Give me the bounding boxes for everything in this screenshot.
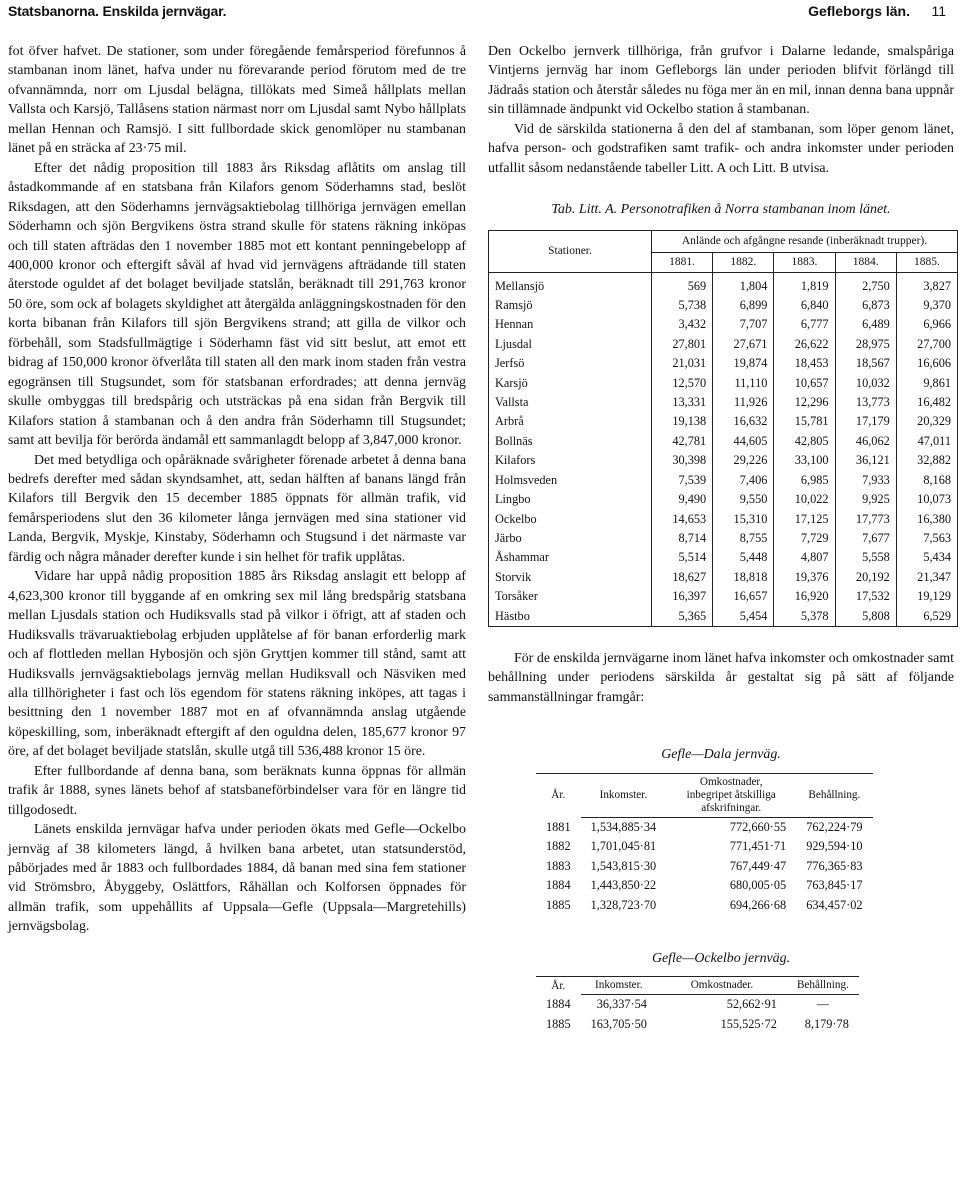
paragraph: För de enskilda jernvägarne inom länet hafva inkomster och omkostnader samt behållning under periodens särskilda år gestaltat sig på sätt af följande sammanställningar framgår: bbox=[488, 650, 954, 705]
table-cell: 9,550 bbox=[713, 490, 774, 509]
table-cell: 9,490 bbox=[652, 490, 713, 509]
table-cell: 6,777 bbox=[774, 315, 835, 334]
table-cell: 771,451·71 bbox=[729, 839, 787, 854]
table-cell: 5,454 bbox=[713, 607, 774, 627]
table-cell: 6,840 bbox=[774, 296, 835, 315]
table-cell: — bbox=[816, 997, 830, 1012]
table-cell: 1884 bbox=[546, 997, 571, 1012]
table-cell: 36,121 bbox=[835, 451, 896, 470]
left-column bbox=[8, 42, 466, 937]
station-name: Arbrå bbox=[489, 412, 652, 431]
col-header: Inkomster. bbox=[581, 977, 657, 995]
station-name: Jerfsö bbox=[489, 354, 652, 373]
paragraph: Den Ockelbo jernverk tillhöriga, från grufvor i Dalarne ledande, smalspåriga Vintjerns jernväg har inom Gefleborgs län under perioden blifvit förlängd till Jädraås station och återstår således nu föga mer än en mil, innan denna bana uppnår sin tillämnade ändpunkt vid Ockelbo station å stambanan. bbox=[488, 44, 954, 118]
table-row bbox=[489, 490, 958, 509]
table-cell: 19,138 bbox=[652, 412, 713, 431]
table-cell: 5,378 bbox=[774, 607, 835, 627]
table-cell: 21,031 bbox=[652, 354, 713, 373]
station-name: Ljusdal bbox=[489, 335, 652, 354]
table-row bbox=[489, 432, 958, 451]
table-cell: 44,605 bbox=[713, 432, 774, 451]
table-cell: 9,925 bbox=[835, 490, 896, 509]
station-name: Holmsveden bbox=[489, 471, 652, 490]
year-header: 1883. bbox=[774, 252, 835, 272]
table-cell: 5,434 bbox=[896, 548, 957, 567]
station-name: Järbo bbox=[489, 529, 652, 548]
table-cell: 4,807 bbox=[774, 548, 835, 567]
station-name: Åshammar bbox=[489, 548, 652, 567]
station-name: Torsåker bbox=[489, 587, 652, 606]
col-header: År. bbox=[536, 977, 581, 995]
table-cell: 569 bbox=[652, 272, 713, 296]
table-cell: 10,032 bbox=[835, 374, 896, 393]
year-header: 1882. bbox=[713, 252, 774, 272]
table-cell: 1885 bbox=[546, 897, 571, 912]
table-cell: 155,525·72 bbox=[720, 1016, 777, 1031]
station-name: Kilafors bbox=[489, 451, 652, 470]
station-name: Mellansjö bbox=[489, 272, 652, 296]
table-cell: 27,801 bbox=[652, 335, 713, 354]
page-number: 11 bbox=[931, 3, 946, 19]
table-cell: 3,432 bbox=[652, 315, 713, 334]
table-cell: 32,882 bbox=[896, 451, 957, 470]
table-cell: 17,179 bbox=[835, 412, 896, 431]
paragraph: Efter det nådig proposition till 1883 års Riksdag aflåtits om anslag till åstadkommande af en statsbana från Kilafors genom Söderhamns stad, beslöt Riksdagen, att den Söderhamns jernvägsaktiebolag tillhöriga jernvägen emellan Söderhamn och sjön Bergvikens östra strand skulle för statens räkning inköpas och till staten afträdas den 1 november 1885 mot ett kontant penningebelopp af 400,000 kronor och eftergift såväl af hvad vid jernvägens afträdande till staten återstode oguldet af det bolaget beviljade statslån, beräknadt till 291,763 kronor 50 öre, som ock af bolagets skyldighet att återgälda anläggningskostnaden för den korta bibanan från Kilafors till sjön Bergvikens strand; att gilla de vilkor och förbehåll, som Stadsfullmägtige i Söderhamn fäst vid sitt beslut, att emot ett bidrag af 150,000 kronor öfverlåta till staten all den mark inom staden från vestra egogränsen till Stugsundet, som för statsbanan erfordrades; att denna jernväg skulle ombyggas till bredspårig och utsträckas på ena sidan från Bergvik till Kilafors station å stambanan och å den andra från Söderhamn till Stugsundet; samt att bevilja för berörda ändamål ett sammanlagdt belopp af 3,847,000 kronor. bbox=[8, 160, 466, 449]
table-cell: 16,920 bbox=[774, 587, 835, 606]
table-row bbox=[536, 837, 873, 856]
station-name: Hästbo bbox=[489, 607, 652, 627]
table-row bbox=[489, 607, 958, 627]
col-header: Behållning. bbox=[796, 773, 872, 817]
table-a-title: Tab. Litt. A. Personotrafiken å Norra stambanan inom länet. bbox=[551, 202, 891, 218]
gefle-dala-table bbox=[536, 773, 873, 915]
table-cell: 16,606 bbox=[896, 354, 957, 373]
table-cell: 7,729 bbox=[774, 529, 835, 548]
table-cell: 8,755 bbox=[713, 529, 774, 548]
table-cell: 52,662·91 bbox=[726, 997, 777, 1012]
table-cell: 776,365·83 bbox=[806, 858, 863, 873]
table-row bbox=[489, 296, 958, 315]
table-cell: 19,376 bbox=[774, 568, 835, 587]
right-column bbox=[488, 42, 954, 1034]
table-row bbox=[489, 393, 958, 412]
col-header: Inkomster. bbox=[581, 773, 667, 817]
paragraph: Vidare har uppå nådig proposition 1885 års Riksdag anslagit ett belopp af 4,623,300 kronor till byggande af en omkring sex mil lång bredspårig statsbana mellan Ljusdals station och Hudiksvalls stad på vilkor i öfrigt, att af staden och Hudiksvalls trävaruaktiebolag erbjuden upplåtelse af för banan erforderlig mark och af flottleden mellan Hybosjön och sjön Gryttjen kommer till stånd, samt att Hudiksvalls jernvägsaktiebolags jernväg mellan Hudiksvall och Näsviken med alla tillhörigheter i fast och lös egendom för statens räkning inköpes, att tagas i besittning den 1 november 1887 mot en af ofvannämnda anslag utgående köpeskilling, som, inberäknadt eftergift af den oguldna delen, 185,677 kronor 97 öre, af det bolaget beviljade statslån, skulle utgå till 536,488 kronor 15 öre. bbox=[8, 569, 466, 760]
table-row bbox=[489, 272, 958, 296]
table-cell: 14,653 bbox=[652, 510, 713, 529]
table-row bbox=[536, 876, 873, 895]
table-cell: 42,805 bbox=[774, 432, 835, 451]
table-cell: 7,933 bbox=[835, 471, 896, 490]
table-row bbox=[536, 857, 873, 876]
table-cell: 5,558 bbox=[835, 548, 896, 567]
table-cell: 8,179·78 bbox=[804, 1016, 849, 1031]
gefle-ockelbo-title: Gefle—Ockelbo jernväg. bbox=[651, 951, 791, 967]
table-cell: 5,514 bbox=[652, 548, 713, 567]
table-cell: 10,657 bbox=[774, 374, 835, 393]
col-header-station: Stationer. bbox=[489, 230, 652, 272]
table-cell: 1885 bbox=[546, 1016, 571, 1031]
table-row bbox=[536, 1015, 859, 1034]
table-cell: 5,365 bbox=[652, 607, 713, 627]
table-cell: 6,966 bbox=[896, 315, 957, 334]
table-row bbox=[489, 510, 958, 529]
table-cell: 762,224·79 bbox=[806, 819, 863, 834]
table-row bbox=[489, 315, 958, 334]
table-cell: 19,129 bbox=[896, 587, 957, 606]
table-cell: 11,110 bbox=[713, 374, 774, 393]
station-name: Ramsjö bbox=[489, 296, 652, 315]
table-cell: 1884 bbox=[546, 878, 571, 893]
table-cell: 42,781 bbox=[652, 432, 713, 451]
col-header-group: Anlände och afgångne resande (inberäknadt trupper). bbox=[652, 230, 958, 252]
table-row bbox=[489, 548, 958, 567]
table-cell: 6,873 bbox=[835, 296, 896, 315]
table-cell: 7,563 bbox=[896, 529, 957, 548]
table-row bbox=[489, 451, 958, 470]
table-cell: 1,804 bbox=[713, 272, 774, 296]
table-cell: 163,705·50 bbox=[590, 1016, 647, 1031]
station-name: Hennan bbox=[489, 315, 652, 334]
table-cell: 30,398 bbox=[652, 451, 713, 470]
table-cell: 16,657 bbox=[713, 587, 774, 606]
table-row bbox=[489, 587, 958, 606]
year-header: 1884. bbox=[835, 252, 896, 272]
table-cell: 1,534,885·34 bbox=[590, 819, 657, 834]
table-cell: 27,700 bbox=[896, 335, 957, 354]
table-cell: 1,543,815·30 bbox=[590, 858, 657, 873]
table-cell: 11,926 bbox=[713, 393, 774, 412]
table-row bbox=[536, 817, 873, 837]
gefle-dala-title: Gefle—Dala jernväg. bbox=[661, 747, 781, 763]
table-cell: 13,331 bbox=[652, 393, 713, 412]
col-header: År. bbox=[536, 773, 581, 817]
table-cell: 47,011 bbox=[896, 432, 957, 451]
table-row bbox=[489, 412, 958, 431]
paragraph: Efter fullbordande af denna bana, som beräknats kunna öppnas för allmän trafik år 1888, synes länets behof af statsbaneförbindelser vara för en längre tid tillgodosedt. bbox=[8, 763, 466, 818]
station-name: Storvik bbox=[489, 568, 652, 587]
table-row bbox=[489, 374, 958, 393]
table-cell: 9,861 bbox=[896, 374, 957, 393]
table-row bbox=[536, 896, 873, 915]
table-cell: 17,532 bbox=[835, 587, 896, 606]
table-cell: 5,808 bbox=[835, 607, 896, 627]
table-cell: 20,192 bbox=[835, 568, 896, 587]
table-cell: 2,750 bbox=[835, 272, 896, 296]
page-header bbox=[0, 0, 960, 22]
table-cell: 28,975 bbox=[835, 335, 896, 354]
table-cell: 1,819 bbox=[774, 272, 835, 296]
paragraph: Länets enskilda jernvägar hafva under perioden ökats med Gefle—Ockelbo jernväg af 38 kilometers längd, å hvilken bana arbetet, utan statsunderstöd, påbörjades med år 1883 och fullbordades 1884, då banan med sina fem stationer vid Strömsbro, Åbyggeby, Oslättfors, Råhällan och Kolforsen öppnades för allmän trafik, som uppehållits af Uppsala—Gefle (Uppsala—Margretehills) jernvägsbolag. bbox=[8, 822, 466, 935]
table-cell: 12,570 bbox=[652, 374, 713, 393]
table-cell: 36,337·54 bbox=[596, 997, 647, 1012]
table-cell: 8,168 bbox=[896, 471, 957, 490]
table-cell: 18,627 bbox=[652, 568, 713, 587]
table-cell: 767,449·47 bbox=[729, 858, 787, 873]
station-name: Karsjö bbox=[489, 374, 652, 393]
table-cell: 1,443,850·22 bbox=[590, 878, 657, 893]
table-cell: 1,328,723·70 bbox=[590, 897, 657, 912]
table-cell: 26,622 bbox=[774, 335, 835, 354]
table-cell: 19,874 bbox=[713, 354, 774, 373]
table-row bbox=[489, 529, 958, 548]
table-cell: 33,100 bbox=[774, 451, 835, 470]
table-cell: 20,329 bbox=[896, 412, 957, 431]
paragraph: Det med betydliga och opåräknade svårigheter förenade arbetet å denna bana bedrefs derefter med sådan skyndsamhet, att, sedan hälften af banans längd från Kilafors till Bergvik den 15 december 1885 öppnats för allmän trafik, vid femårsperiodens slut den 36 kilometer långa jernvägen med sina stationer vid Landa, Bergvik, Myskje, Kinstaby, Söderhamn och Stugsund i det närmaste var färdig och några månader derefter kunde i sin helhet för trafik upplåtas. bbox=[8, 452, 466, 565]
table-cell: 1883 bbox=[546, 858, 571, 873]
table-cell: 10,073 bbox=[896, 490, 957, 509]
table-cell: 18,453 bbox=[774, 354, 835, 373]
table-cell: 6,899 bbox=[713, 296, 774, 315]
year-header: 1881. bbox=[652, 252, 713, 272]
table-cell: 16,380 bbox=[896, 510, 957, 529]
station-name: Bollnäs bbox=[489, 432, 652, 451]
table-cell: 21,347 bbox=[896, 568, 957, 587]
table-cell: 8,714 bbox=[652, 529, 713, 548]
table-cell: 3,827 bbox=[896, 272, 957, 296]
station-name: Lingbo bbox=[489, 490, 652, 509]
table-cell: 15,310 bbox=[713, 510, 774, 529]
table-row bbox=[489, 471, 958, 490]
table-cell: 29,226 bbox=[713, 451, 774, 470]
table-cell: 7,539 bbox=[652, 471, 713, 490]
table-cell: 694,266·68 bbox=[729, 897, 787, 912]
table-cell: 1,701,045·81 bbox=[590, 839, 657, 854]
col-header: Omkostnader, inbegripet åtskilliga afskrifningar. bbox=[666, 773, 796, 817]
table-row bbox=[489, 354, 958, 373]
table-cell: 16,632 bbox=[713, 412, 774, 431]
table-cell: 13,773 bbox=[835, 393, 896, 412]
table-cell: 929,594·10 bbox=[806, 839, 863, 854]
table-cell: 680,005·05 bbox=[729, 878, 787, 893]
year-header: 1885. bbox=[896, 252, 957, 272]
table-a bbox=[488, 230, 958, 627]
table-row bbox=[489, 335, 958, 354]
station-name: Vallsta bbox=[489, 393, 652, 412]
table-cell: 6,985 bbox=[774, 471, 835, 490]
table-cell: 7,677 bbox=[835, 529, 896, 548]
table-cell: 772,660·55 bbox=[729, 819, 787, 834]
header-right: Gefleborgs län. bbox=[808, 3, 910, 19]
table-cell: 7,406 bbox=[713, 471, 774, 490]
table-cell: 16,397 bbox=[652, 587, 713, 606]
table-cell: 1882 bbox=[546, 839, 571, 854]
table-cell: 6,489 bbox=[835, 315, 896, 334]
table-cell: 27,671 bbox=[713, 335, 774, 354]
table-cell: 15,781 bbox=[774, 412, 835, 431]
table-cell: 17,773 bbox=[835, 510, 896, 529]
table-cell: 12,296 bbox=[774, 393, 835, 412]
table-cell: 46,062 bbox=[835, 432, 896, 451]
table-cell: 10,022 bbox=[774, 490, 835, 509]
table-cell: 6,529 bbox=[896, 607, 957, 627]
col-header: Omkostnader. bbox=[657, 977, 787, 995]
header-left: Statsbanorna. Enskilda jernvägar. bbox=[8, 3, 227, 19]
paragraph: Vid de särskilda stationerna å den del af stambanan, som löper genom länet, hafva person- och godstrafiken samt trafik- och andra inkomster under perioden utfallit såsom nedanstående tabeller Litt. A och Litt. B utvisa. bbox=[488, 121, 954, 176]
table-cell: 16,482 bbox=[896, 393, 957, 412]
table-cell: 5,738 bbox=[652, 296, 713, 315]
table-cell: 634,457·02 bbox=[806, 897, 863, 912]
table-cell: 9,370 bbox=[896, 296, 957, 315]
table-cell: 18,818 bbox=[713, 568, 774, 587]
gefle-ockelbo-table bbox=[536, 976, 859, 1034]
table-cell: 17,125 bbox=[774, 510, 835, 529]
table-cell: 1881 bbox=[546, 819, 571, 834]
table-cell: 5,448 bbox=[713, 548, 774, 567]
table-row bbox=[489, 568, 958, 587]
table-row bbox=[536, 995, 859, 1015]
station-name: Ockelbo bbox=[489, 510, 652, 529]
col-header: Behållning. bbox=[787, 977, 859, 995]
paragraph: fot öfver hafvet. De stationer, som under föregående femårsperiod förefunnos å stambanan inom länet, hafva under nu förevarande period förutom med de tre ofvannämnda, norr om Ljusdal belägna, tillökats med Simeå hållplats mellan Vallsta och Karsjö, Tallåsens station närmast norr om Ljusdal samt Nybo hållplats mellan Hennan och Ramsjö. I sitt fullbordade skick genomlöper nu stambanan länet på en sträcka af 23·75 mil. bbox=[8, 44, 466, 157]
table-cell: 763,845·17 bbox=[806, 878, 863, 893]
table-cell: 18,567 bbox=[835, 354, 896, 373]
table-cell: 7,707 bbox=[713, 315, 774, 334]
